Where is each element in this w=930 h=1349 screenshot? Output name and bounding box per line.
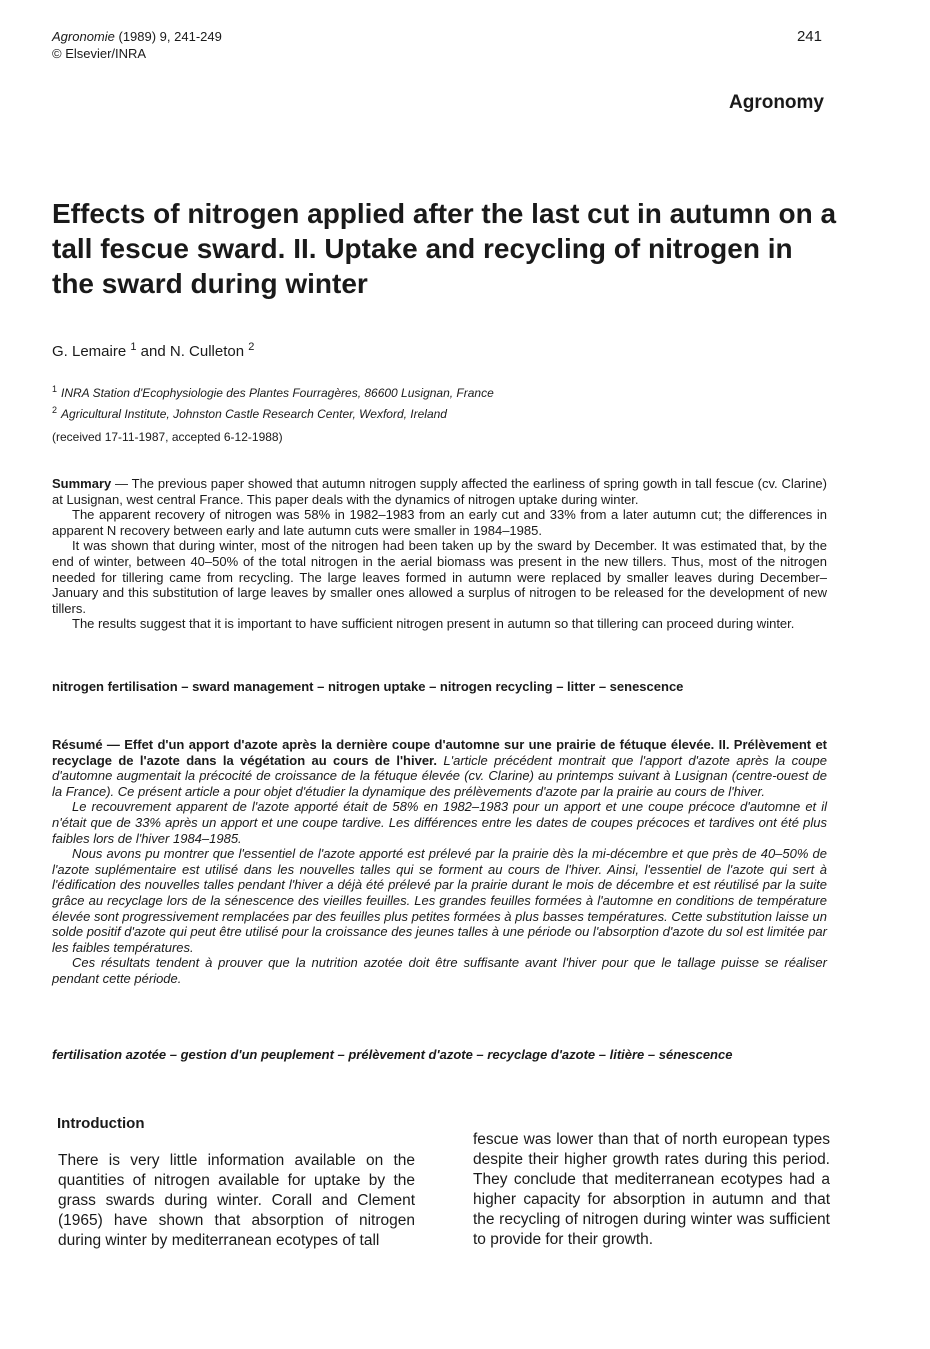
resume-p1: L'article précédent montrait que l'apport d'azote après la coupe d'automne augmentait la précocité de croissance de la fétuque élevée (cv. Clarine) au printemps suivant à Lusignan (centre-ouest de la France). Ce présent article a pour objet d'étudier la dynamique des prélèvements d'azote par la prairie au cours de l'hiver. [52, 752, 827, 799]
author-1-affil-mark: 1 [130, 341, 137, 353]
received-dates: (received 17-11-1987, accepted 6-12-1988) [52, 430, 283, 444]
page-number: 241 [796, 28, 822, 45]
affil-2: Agricultural Institute, Johnston Castle Research Center, Wexford, Ireland [61, 407, 447, 421]
article-title: Effects of nitrogen applied after the last cut in autumn on a tall fescue sward. II. Uptake and recycling of nitrogen in the sward during winter [52, 198, 837, 299]
summary-label: Summary [52, 476, 112, 491]
introduction-col-1: There is very little information available on the quantities of nitrogen available for uptake by the grass swards during winter. Corall and Clement (1965) have shown that absorption of nitrogen during winter by mediterranean ecotypes of tall [58, 1152, 415, 1249]
journal-name: Agronomie [52, 29, 115, 44]
affil-1: INRA Station d'Ecophysiologie des Plantes Fourragères, 86600 Lusignan, France [61, 386, 494, 400]
resume-p3: Nous avons pu montrer que l'essentiel de l'azote apporté est prélevé par la prairie dès la mi-décembre et que près de 40–50% de l'azote suplémentaire est utilisé dans les nouvelles talles qui se forment au cours de l'hiver. Ainsi, l'essentiel de l'azote qui sert à l'édification des nouvelles talles pendant l'hiver a déjà été prélevé par la prairie durant le mois de décembre et est réutilisé par la suite grâce au recyclage lors de la sénescence des vieilles feuilles. Les grandes feuilles formées à l'automne en conditions de température élevée sont progressivement remplacées par des feuilles plus petites formées à plus basses températures. Cette substitution laisse un solde positif d'azote qui peut être utilisé pour la croissance des jeunes talles à une période ou l'absorption d'azote du sol est limitée par les faibles températures. [52, 846, 827, 955]
summary-p2: The apparent recovery of nitrogen was 58% in 1982–1983 from an early cut and 33% from a later autumn cut; the differences in apparent N recovery between early and late autumn cuts were smaller in 1984–1985. [52, 507, 827, 538]
resume-p4: Ces résultats tendent à prouver que la nutrition azotée doit être suffisante avant l'hiver pour que le tallage puisse se réaliser pendant cette période. [52, 955, 827, 986]
resume [52, 737, 827, 987]
resume-p2: Le recouvrement apparent de l'azote apporté était de 58% en 1982–1983 pour un apport et une coupe précoce d'automne et il n'était que de 33% après un apport et une coupe tardive. Les différences entre les dates de coupes précoces et tardives ont été plus faibles lors de l'hiver 1984–1985. [52, 799, 827, 846]
keywords: nitrogen fertilisation – sward management – nitrogen uptake – nitrogen recycling – litter – senescence [52, 679, 684, 694]
author-2: and N. Culleton [136, 343, 249, 360]
journal-citation [52, 28, 222, 62]
journal-volume: (1989) 9, 241-249 [114, 29, 222, 44]
author-1: G. Lemaire [52, 343, 131, 360]
summary-p1: — The previous paper showed that autumn nitrogen supply affected the earliness of spring gowth in tall fescue (cv. Clarine) at Lusignan, west central France. This paper deals with the dynamics of nitrogen uptake during winter. [52, 476, 827, 507]
introduction-col-2: fescue was lower than that of north european types despite their higher growth rates during this period. They conclude that mediterranean ecotypes had a higher capacity for absorption in autumn and that the recycling of nitrogen during winter was sufficient to provide for their growth. [473, 1131, 830, 1248]
summary-p3: It was shown that during winter, most of the nitrogen had been taken up by the sward by December. It was estimated that, by the end of winter, between 40–50% of the total nitrogen in the aerial biomass was present in the new tillers. Thus, most of the nitrogen needed for tillering came from recycling. The large leaves formed in autumn were replaced by smaller leaves during December–January and this substitution of large leaves by smaller ones allowed a surplus of nitrogen to be released for the development of new tillers. [52, 538, 827, 616]
affil-2-number: 2 [52, 405, 58, 415]
summary [52, 476, 827, 632]
copyright: © Elsevier/INRA [52, 46, 147, 61]
author-2-affil-mark: 2 [248, 341, 255, 353]
resume-label: Résumé — Effet d'un apport d'azote après la dernière coupe d'automne sur une prairie de fétuque élevée. II. Prélèvement et recyclage de l'azote dans la végétation au cours de l'hiver. [52, 737, 827, 768]
author-line [52, 341, 254, 360]
affiliations [52, 381, 494, 423]
summary-p4: The results suggest that it is important to have sufficient nitrogen present in autumn so that tillering can proceed during winter. [72, 616, 795, 632]
affil-1-number: 1 [52, 384, 58, 394]
introduction-heading: Introduction [57, 1115, 145, 1132]
mots-cles: fertilisation azotée – gestion d'un peuplement – prélèvement d'azote – recyclage d'azote – litière – sénescence [52, 1047, 733, 1062]
section-label: Agronomy [729, 92, 824, 113]
